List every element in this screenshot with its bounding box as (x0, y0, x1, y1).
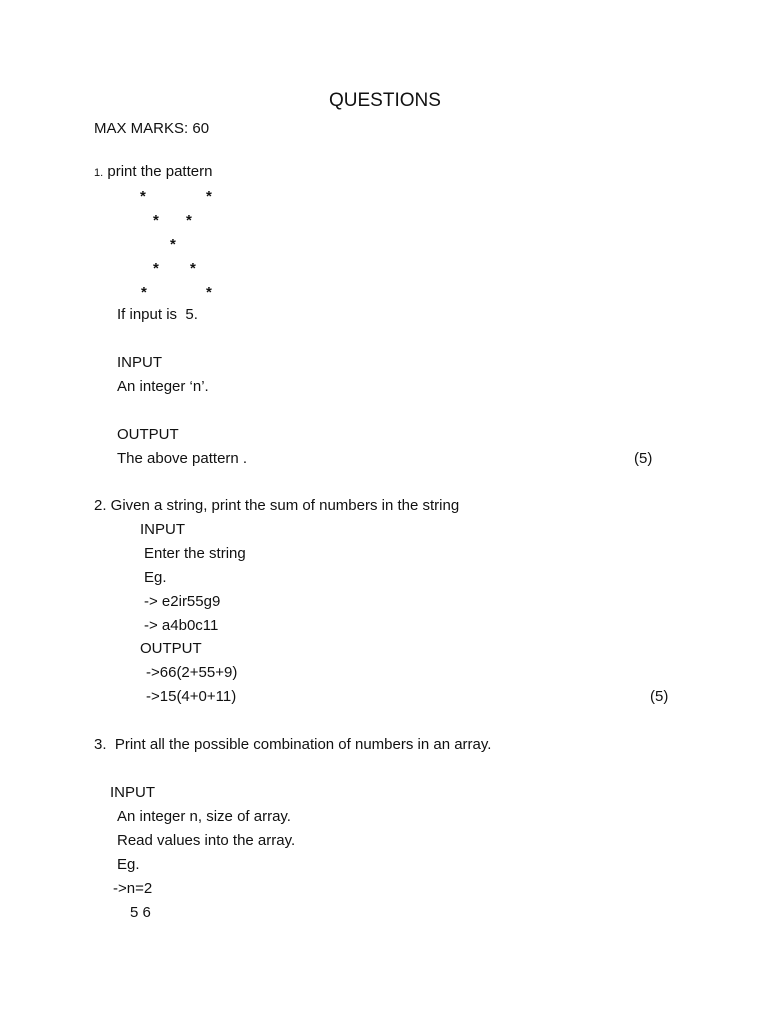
max-marks-label: MAX MARKS: (94, 120, 189, 137)
q2-input-desc: Enter the string (144, 545, 246, 562)
pattern-star: * (141, 284, 147, 301)
pattern-star: * (206, 188, 212, 205)
q1-marks: (5) (634, 450, 653, 467)
pattern-star: * (206, 284, 212, 301)
pattern-star: * (140, 188, 146, 205)
q3-example-n: ->n=2 (113, 880, 153, 897)
q3-eg: Eg. (117, 856, 140, 873)
q2-prompt: 2. Given a string, print the sum of numbers in the string (94, 497, 460, 514)
q3-input-heading: INPUT (110, 784, 155, 801)
q2-output-heading: OUTPUT (140, 640, 202, 657)
pattern-star: * (153, 260, 159, 277)
q2-marks: (5) (650, 688, 669, 705)
max-marks-value: 60 (192, 120, 210, 137)
q1-input-desc: An integer ‘n’. (117, 378, 209, 395)
q2-output: ->15(4+0+11) (146, 688, 237, 705)
q1-output-heading: OUTPUT (117, 426, 179, 443)
q2-input-heading: INPUT (140, 521, 185, 538)
q1-input-example: If input is 5. (117, 306, 198, 323)
q3-input-desc: An integer n, size of array. (117, 808, 291, 825)
q2-output: ->66(2+55+9) (146, 664, 238, 681)
q2-example: -> a4b0c11 (144, 617, 219, 634)
q1-output-desc: The above pattern . (117, 450, 248, 467)
pattern-star: * (186, 212, 192, 229)
q2-eg: Eg. (144, 569, 167, 586)
q1-header (94, 163, 212, 182)
q3-example-values: 5 6 (130, 904, 151, 921)
max-marks (94, 120, 209, 138)
q3-prompt: 3. Print all the possible combination of numbers in an array. (94, 736, 492, 753)
q1-input-heading: INPUT (117, 354, 162, 371)
q1-prompt: print the pattern (107, 163, 213, 180)
q1-number: 1. (94, 167, 104, 179)
pattern-star: * (170, 236, 176, 253)
q3-read-values: Read values into the array. (117, 832, 296, 849)
pattern-star: * (153, 212, 159, 229)
page-title: QUESTIONS (329, 90, 441, 111)
q2-example: -> e2ir55g9 (144, 593, 221, 610)
pattern-star: * (190, 260, 196, 277)
